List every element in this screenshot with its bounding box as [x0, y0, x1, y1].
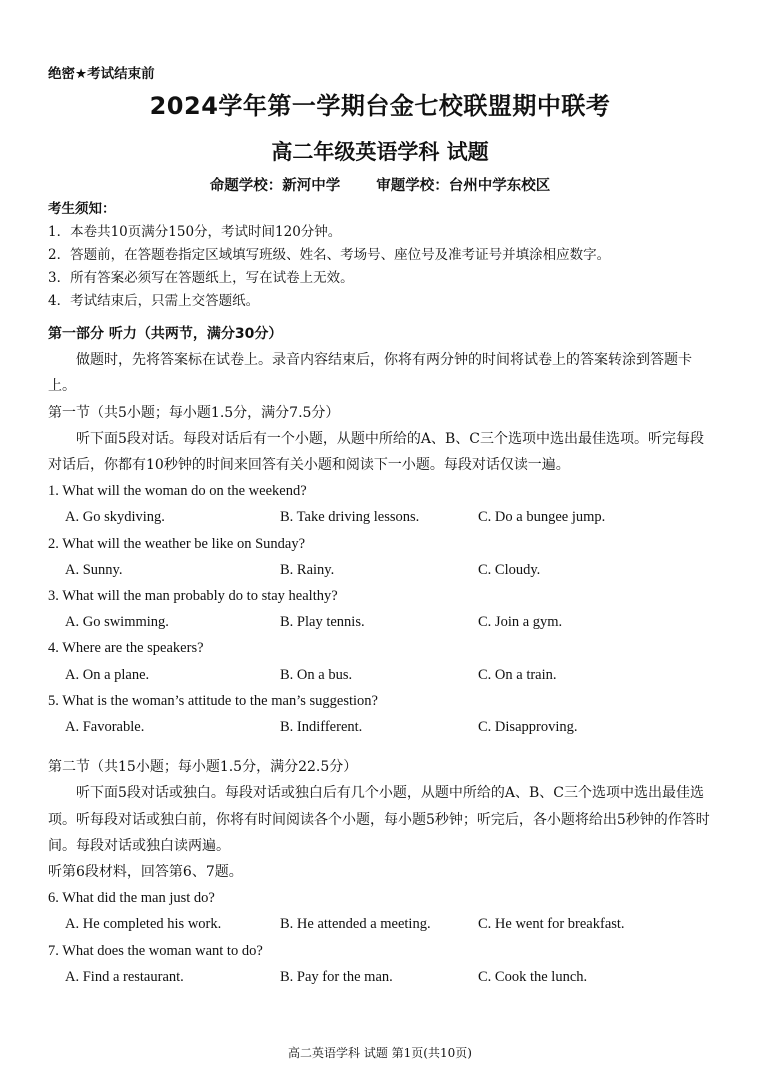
- page-footer: 高二英语学科 试题 第1页(共10页): [288, 1046, 472, 1060]
- part1-intro: 做题时，先将答案标在试卷上。录音内容结束后，你将有两分钟的时间将试卷上的答案转涂到答题卡上。: [48, 352, 692, 395]
- question-options: [48, 964, 712, 990]
- question-text: 3. What will the man probably do to stay healthy?: [48, 588, 338, 604]
- part1-heading: 第一部分 听力（共两节，满分30分）: [48, 326, 283, 342]
- question-options: [48, 714, 712, 740]
- reviewer-school: 审题学校：台州中学东校区: [376, 178, 551, 194]
- question-options: [48, 557, 712, 583]
- question-text: 4. Where are the speakers?: [48, 640, 204, 657]
- option-a: A. Find a restaurant.: [65, 968, 184, 985]
- option-b: B. Take driving lessons.: [280, 509, 420, 526]
- option-c: C. Cook the lunch.: [478, 968, 588, 985]
- option-b: B. Indifferent.: [280, 718, 363, 735]
- question-text: 7. What does the woman want to do?: [48, 942, 263, 959]
- option-b: B. On a bus.: [280, 666, 353, 683]
- option-c: C. Do a bungee jump.: [478, 509, 606, 526]
- note-item: 2．答题前，在答题卷指定区域填写班级、姓名、考场号、座位号及准考证号并填涂相应数字。: [48, 247, 611, 263]
- option-a: A. On a plane.: [65, 666, 150, 683]
- option-c: C. Disapproving.: [478, 718, 578, 735]
- option-c: C. On a train.: [478, 666, 557, 683]
- question-options: [48, 911, 712, 937]
- proposer-school: 命题学校：新河中学: [209, 178, 341, 194]
- exam-title: 2024学年第一学期台金七校联盟期中联考: [149, 92, 611, 120]
- question-options: [48, 662, 712, 688]
- option-c: C. Cloudy.: [478, 561, 541, 578]
- material-note: 听第6段材料，回答第6、7题。: [48, 863, 243, 880]
- confidential-label: 绝密★考试结束前: [48, 66, 155, 82]
- option-a: A. He completed his work.: [65, 916, 222, 933]
- section-spacer: [48, 740, 712, 754]
- note-item: 1．本卷共10页满分150分，考试时间120分钟。: [48, 224, 342, 240]
- option-a: A. Favorable.: [65, 718, 145, 735]
- option-b: B. Rainy.: [280, 561, 335, 578]
- option-a: A. Sunny.: [65, 561, 123, 578]
- option-c: C. He went for breakfast.: [478, 916, 625, 933]
- option-a: A. Go swimming.: [65, 614, 169, 631]
- question-text: 5. What is the woman’s attitude to the man’s suggestion?: [48, 692, 378, 709]
- section1-intro: 听下面5段对话。每段对话后有一个小题，从题中所给的A、B、C三个选项中选出最佳选项。听完每段对话后，你都有10秒钟的时间来回答有关小题和阅读下一小题。每段对话仅读一遍。: [48, 430, 705, 474]
- notes-heading: 考生须知：: [48, 201, 116, 217]
- question-options: [48, 609, 712, 635]
- exam-subtitle: 高二年级英语学科 试题: [271, 140, 489, 164]
- option-b: B. He attended a meeting.: [280, 916, 431, 933]
- option-b: B. Play tennis.: [280, 614, 365, 631]
- school-info: [0, 174, 760, 195]
- option-b: B. Pay for the man.: [280, 968, 393, 985]
- option-c: C. Join a gym.: [478, 614, 563, 631]
- note-item: 3．所有答案必须写在答题纸上，写在试卷上无效。: [48, 270, 354, 286]
- section2-heading: 第二节（共15小题；每小题1.5分，满分22.5分）: [48, 759, 358, 776]
- section1-heading: 第一节（共5小题；每小题1.5分，满分7.5分）: [48, 404, 340, 421]
- note-item: 4．考试结束后，只需上交答题纸。: [48, 293, 260, 309]
- section2-intro: 听下面5段对话或独白。每段对话或独白后有几个小题，从题中所给的A、B、C三个选项中选出最佳选项。听每段对话或独白前，你将有时间阅读各个小题，每小题5秒钟；听完后，各小题将给出5秒钟的作答时间。每段对话或独白读两遍。: [48, 785, 710, 854]
- candidate-notes: [48, 198, 728, 313]
- question-options: [48, 504, 712, 530]
- question-text: 6. What did the man just do?: [48, 890, 215, 907]
- listening-part: [48, 321, 712, 990]
- question-text: 2. What will the weather be like on Sunday?: [48, 535, 306, 552]
- option-a: A. Go skydiving.: [65, 509, 165, 526]
- question-text: 1. What will the woman do on the weekend?: [48, 483, 307, 500]
